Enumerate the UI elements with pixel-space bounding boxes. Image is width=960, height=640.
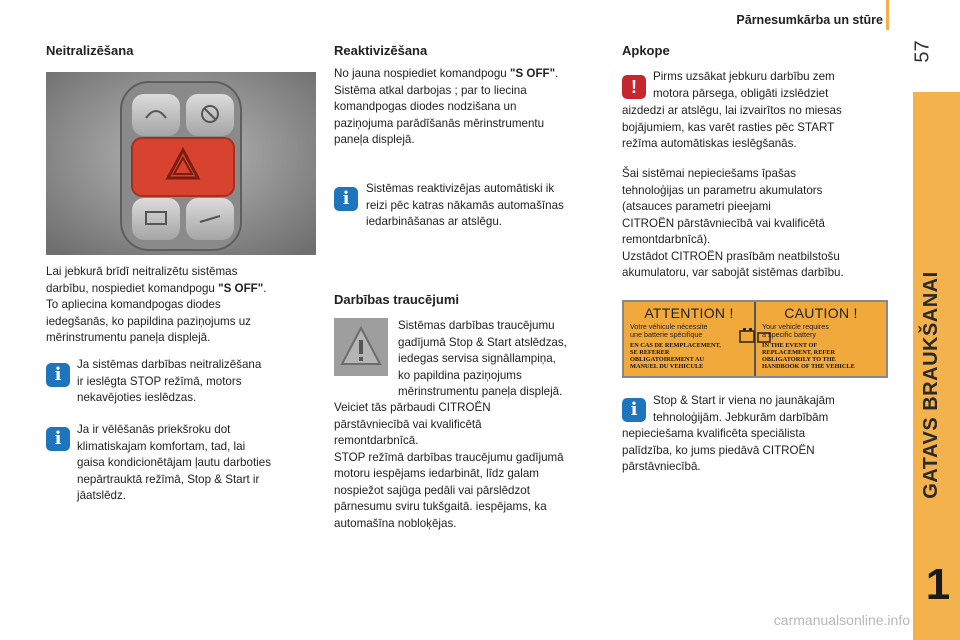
reactivation-paragraph: No jauna nospiediet komandpogu "S OFF". Sistēma atkal darbojas ; par to liecina komandpogas diodes nodzišana un paziņojuma parādīšanās mērinstrumentu paneļa displejā. [334,67,559,146]
info-icon: i [334,187,358,211]
info-note-climate: Ja ir vēlēšanās priekšroku dot klimatiskajam komfortam, tad, lai gaisa kondicionētājam ļautu darboties nepārtrauktā režīmā, Stop & Start ir jāatslēdz. [77,423,271,502]
dashboard-buttons-photo [46,72,316,255]
malfunction-indented-text: Sistēmas darbības traucējumu gadījumā Stop & Start atslēdzas, iedegas servisa signāllampiņa, ko papildina paziņojums mērinstrumentu paneļa displejā. [398,319,567,398]
malfunction-paragraph: Veiciet tās pārbaudi CITROËN pārstāvniecībā vai kvalificētā remontdarbnīcā. STOP režīmā darbības traucējumu gadījumā motoru iespējams iedarbināt, līdz galam nospiežot sajūga pedāli vai pārslēdzot pārnesumu sviru tukšgaitā. iespējams, ka automašīna nobloķējas. [334,401,564,530]
warning-indented-text: Pirms uzsākat jebkuru darbību zem motora pārsega, obligāti izslēdziet [653,70,835,100]
watermark: carmanualsonline.info [773,612,910,628]
info-note-stop-mode: Ja sistēmas darbības neitralizēšana ir ieslēgta STOP režīmā, motors nekavējoties ieslēdzas. [77,358,262,404]
info-icon: i [46,363,70,387]
info-icon: i [46,427,70,451]
heading-malfunctions: Darbības traucējumi [334,292,459,307]
heading-neutralization: Neitralizēšana [46,43,134,58]
header-accent-line [886,0,889,30]
battery-paragraph: Šai sistēmai nepieciešams īpašas tehnoloģijas un parametru akumulators (atsauces parametri pieejami CITROËN pārstāvniecībā vai kvalificētā remontdarbnīcā). Uzstādot CITROËN prasībām neatbilstošu akumulatoru, var sabojāt sistēmas darbību. [622,167,844,279]
label-french: ATTENTION ! Votre véhicule nécessite une batterie spécifique EN CAS DE REMPLACEMENT, SE REFERER OBLIGATOIREMENT AU MANUEL DU VEHICULE [630,305,734,371]
battery-icon [738,327,774,345]
chapter-number: 1 [925,560,951,609]
label-english: CAUTION ! Your vehicle requires a specific battery IN THE EVENT OF REPLACEMENT, REFER OBLIGATORILY TO THE HANDBOOK OF THE VEHICLE [762,305,858,371]
section-title: Pārnesumkārba un stūre [736,13,883,27]
info-note-auto-reactivation: Sistēmas reaktivizējas automātiski ik reizi pēc katras nākamās automašīnas iedarbināšanas ar atslēgu. [366,182,564,228]
info-paragraph: nepieciešama kvalificēta speciālista palīdzība, ko jums piedāvā CITROËN pārstāvniecībā. [622,427,815,473]
chapter-title: GATAVS BRAUKŠANAI [920,271,942,499]
exclamation-warning-icon: ! [622,75,646,99]
info-indented-text: Stop & Start ir viena no jaunākajām tehnoloģijām. Jebkurām darbībām [653,394,835,424]
battery-warning-label [622,300,888,378]
heading-maintenance: Apkope [622,43,670,58]
heading-reactivation: Reaktivizēšana [334,43,428,58]
warning-paragraph: aizdedzi ar atslēgu, lai izvairītos no miesas bojājumiem, kas varēt rasties pēc START režīma automātiskas ieslēgšanās. [622,104,842,150]
hazard-triangle-icon [334,318,388,376]
info-icon: i [622,398,646,422]
page-number: 57 [911,40,934,63]
neutralization-paragraph: Lai jebkurā brīdī neitralizētu sistēmas darbību, nospiediet komandpogu "S OFF". To apliecina komandpogas diodes iedegšanās, ko papildina paziņojums uz mērinstrumentu paneļa displejā. [46,265,267,344]
